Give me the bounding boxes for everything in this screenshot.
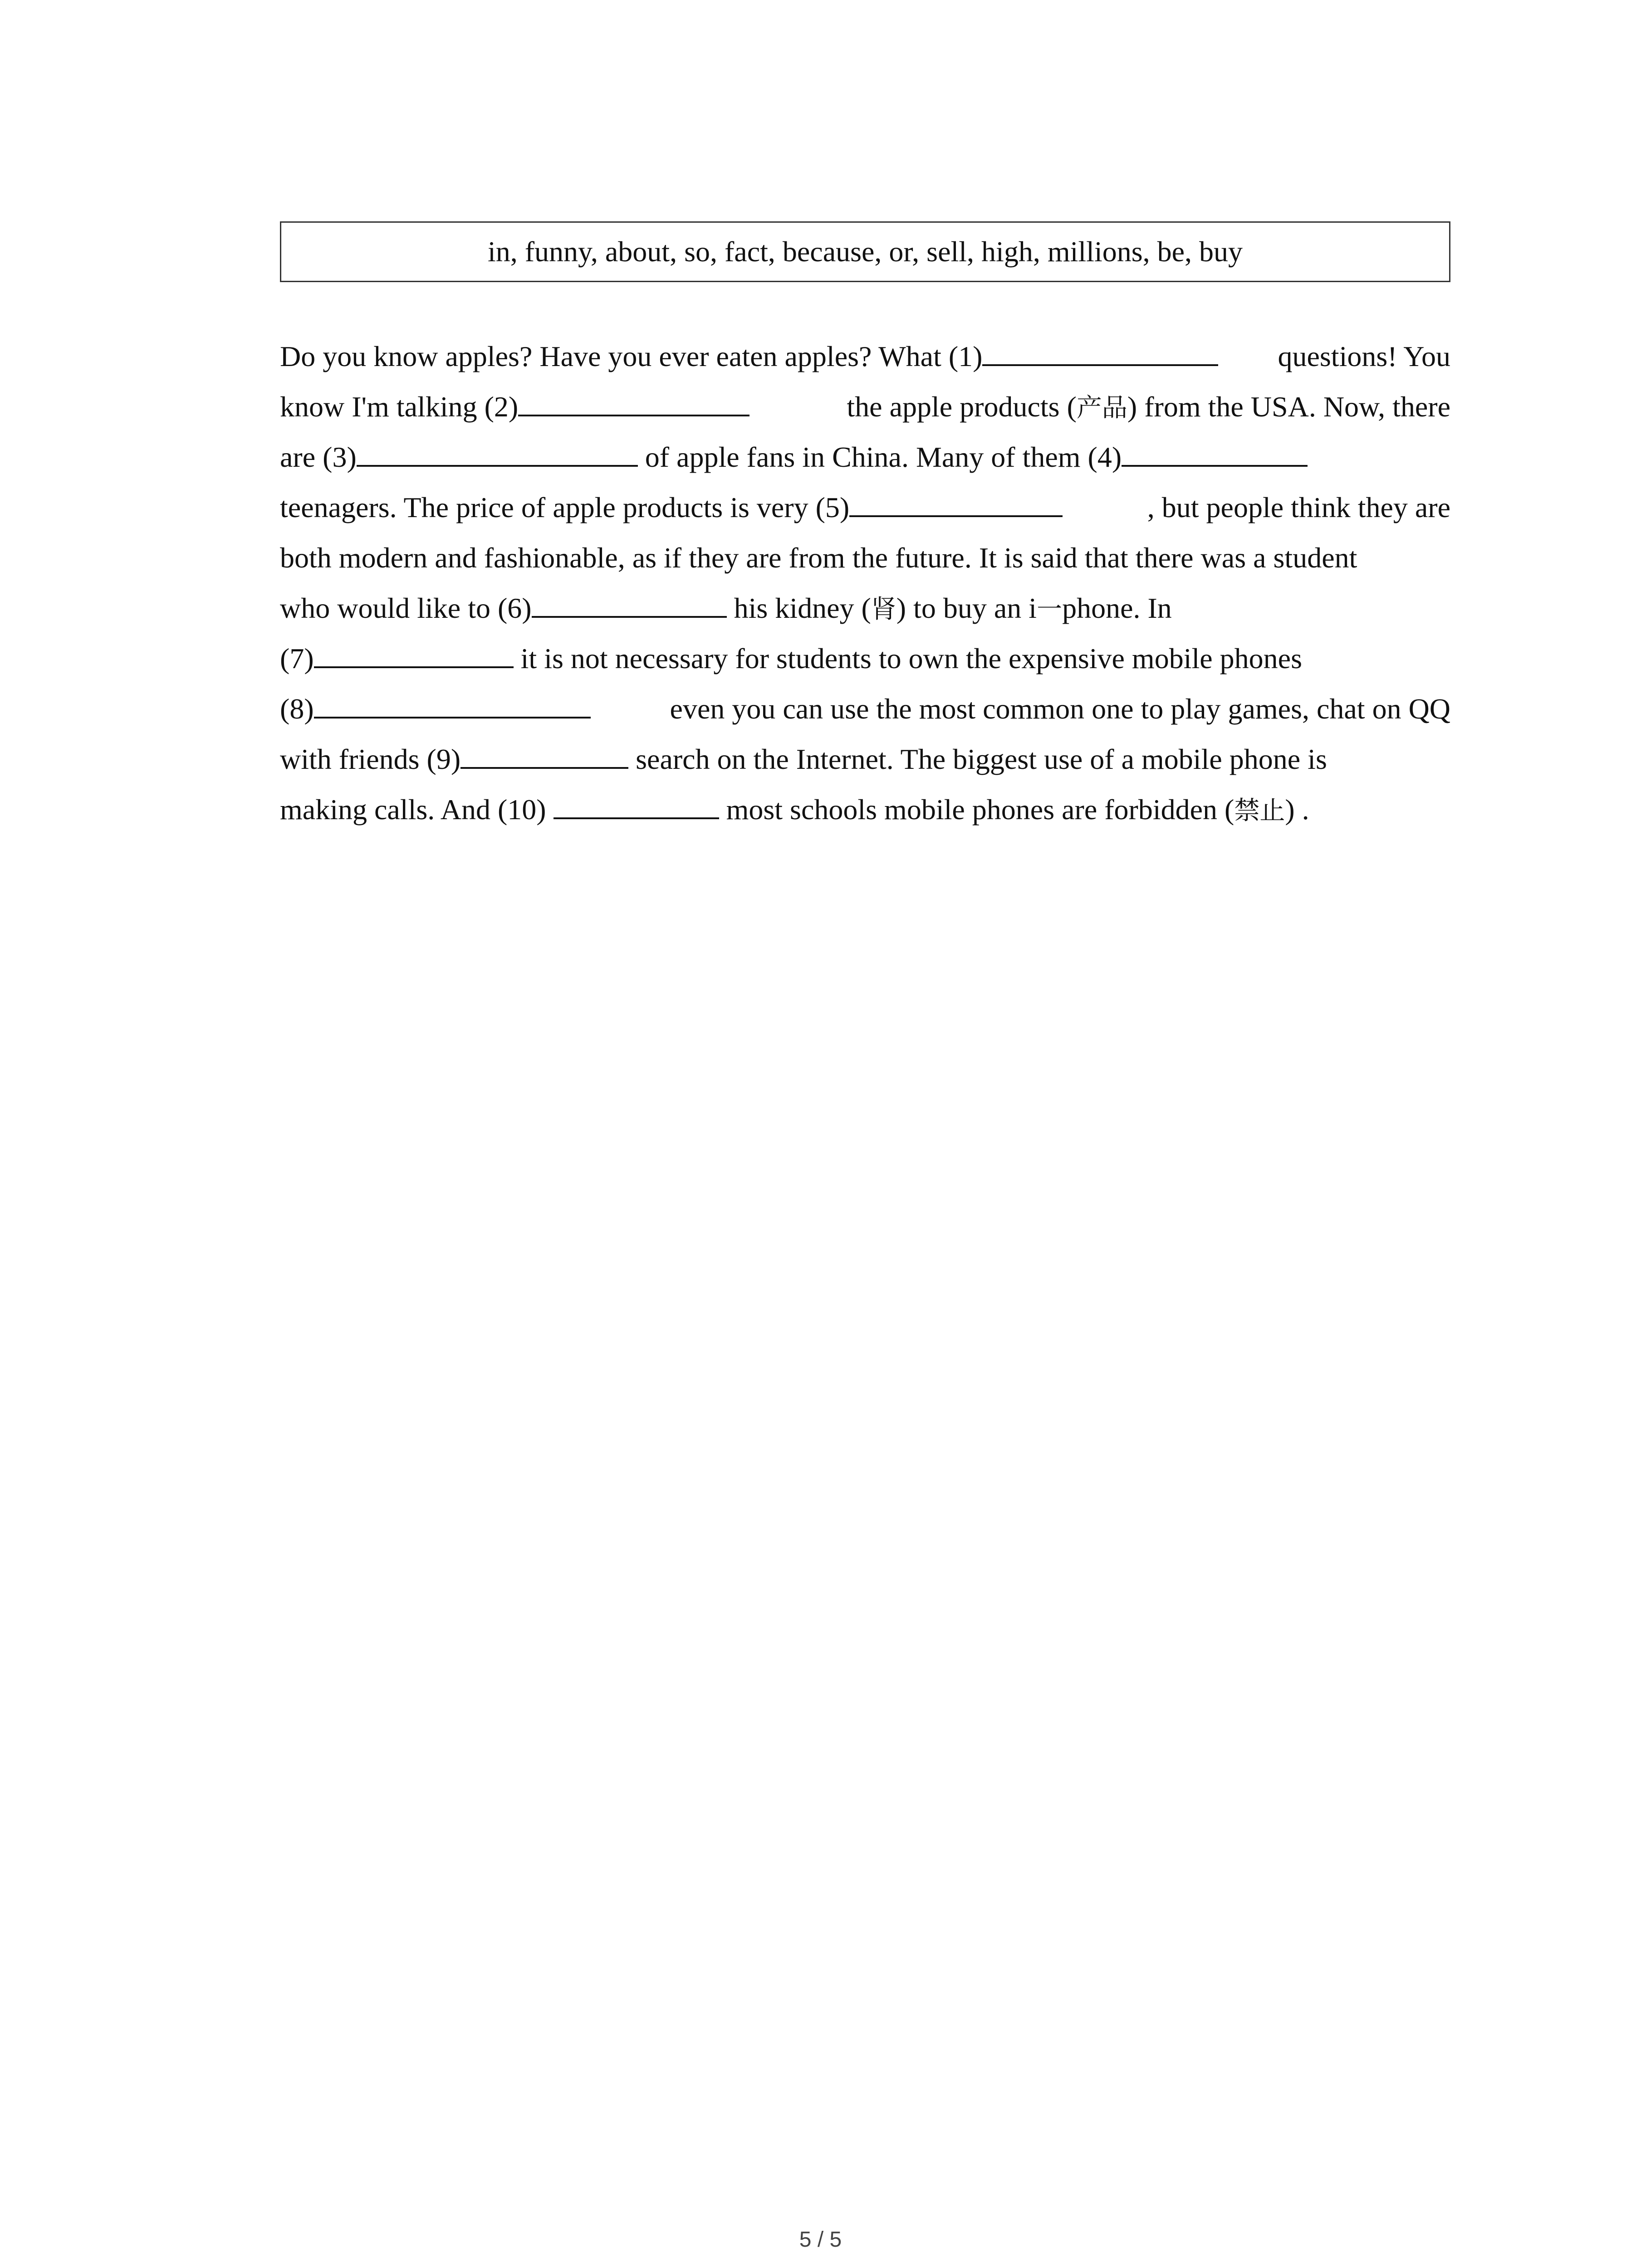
- chinese-dash: 一: [1037, 595, 1063, 624]
- passage-line-6: [280, 583, 1450, 633]
- passage-text: it is not necessary for students to own the expensive mobile phones: [513, 642, 1302, 675]
- chinese-gloss: 肾: [871, 595, 896, 624]
- passage-text: (8): [280, 693, 314, 725]
- passage-text: both modern and fashionable, as if they are from the future. It is said that there was a student: [280, 542, 1357, 574]
- passage-line-7: [280, 633, 1450, 684]
- passage-line-1: [280, 331, 1450, 381]
- passage-line-9: [280, 734, 1450, 784]
- passage-text: of apple fans in China. Many of them (4): [637, 441, 1122, 473]
- passage-text: with friends (9): [280, 743, 461, 775]
- answer-blank-6[interactable]: [532, 590, 727, 618]
- answer-blank-3[interactable]: [357, 439, 638, 467]
- passage-text: making calls. And (10): [280, 793, 554, 826]
- answer-blank-10[interactable]: [554, 791, 719, 819]
- answer-blank-5[interactable]: [849, 489, 1063, 517]
- answer-blank-7[interactable]: [314, 640, 514, 668]
- chinese-gloss: 禁止: [1234, 796, 1285, 826]
- answer-blank-8[interactable]: [314, 690, 591, 719]
- passage-text: who would like to (6): [280, 592, 532, 624]
- answer-blank-1[interactable]: [982, 338, 1218, 366]
- passage-line-2: [280, 381, 1450, 432]
- passage-text: search on the Internet. The biggest use of a mobile phone is: [628, 743, 1327, 775]
- passage-text: his kidney (: [726, 592, 871, 624]
- chinese-gloss: 产品: [1076, 393, 1127, 423]
- passage-line-10: [280, 784, 1450, 835]
- passage-text: phone. In: [1062, 592, 1172, 624]
- passage-line-8: [280, 684, 1450, 734]
- passage-text: ) .: [1285, 793, 1309, 826]
- passage-text: Do you know apples? Have you ever eaten apples? What (1): [280, 340, 983, 372]
- answer-blank-4[interactable]: [1122, 439, 1308, 467]
- answer-blank-2[interactable]: [518, 388, 749, 416]
- passage-text: questions! You: [1278, 340, 1450, 372]
- passage-line-4: [280, 482, 1450, 533]
- passage-text: ) from the USA. Now, there: [1127, 391, 1450, 423]
- passage-text: know I'm talking (2): [280, 391, 519, 423]
- passage-text: even you can use the most common one to play games, chat on QQ: [670, 693, 1450, 725]
- page-number: 5 / 5: [799, 2228, 842, 2252]
- passage-text: (7): [280, 642, 314, 675]
- passage-text: the apple products (: [847, 391, 1077, 423]
- word-bank-text: in, funny, about, so, fact, because, or, sell, high, millions, be, buy: [487, 235, 1243, 268]
- passage-text: most schools mobile phones are forbidden (: [719, 793, 1234, 826]
- passage-line-5: [280, 533, 1450, 583]
- cloze-passage: [280, 331, 1450, 835]
- passage-text: ) to buy an i: [896, 592, 1037, 624]
- answer-blank-9[interactable]: [460, 741, 628, 769]
- passage-text: , but people think they are: [1147, 491, 1450, 523]
- passage-text: are (3): [280, 441, 357, 473]
- passage-line-3: [280, 432, 1450, 482]
- passage-text: teenagers. The price of apple products is very (5): [280, 491, 850, 523]
- word-bank-box: [280, 221, 1450, 282]
